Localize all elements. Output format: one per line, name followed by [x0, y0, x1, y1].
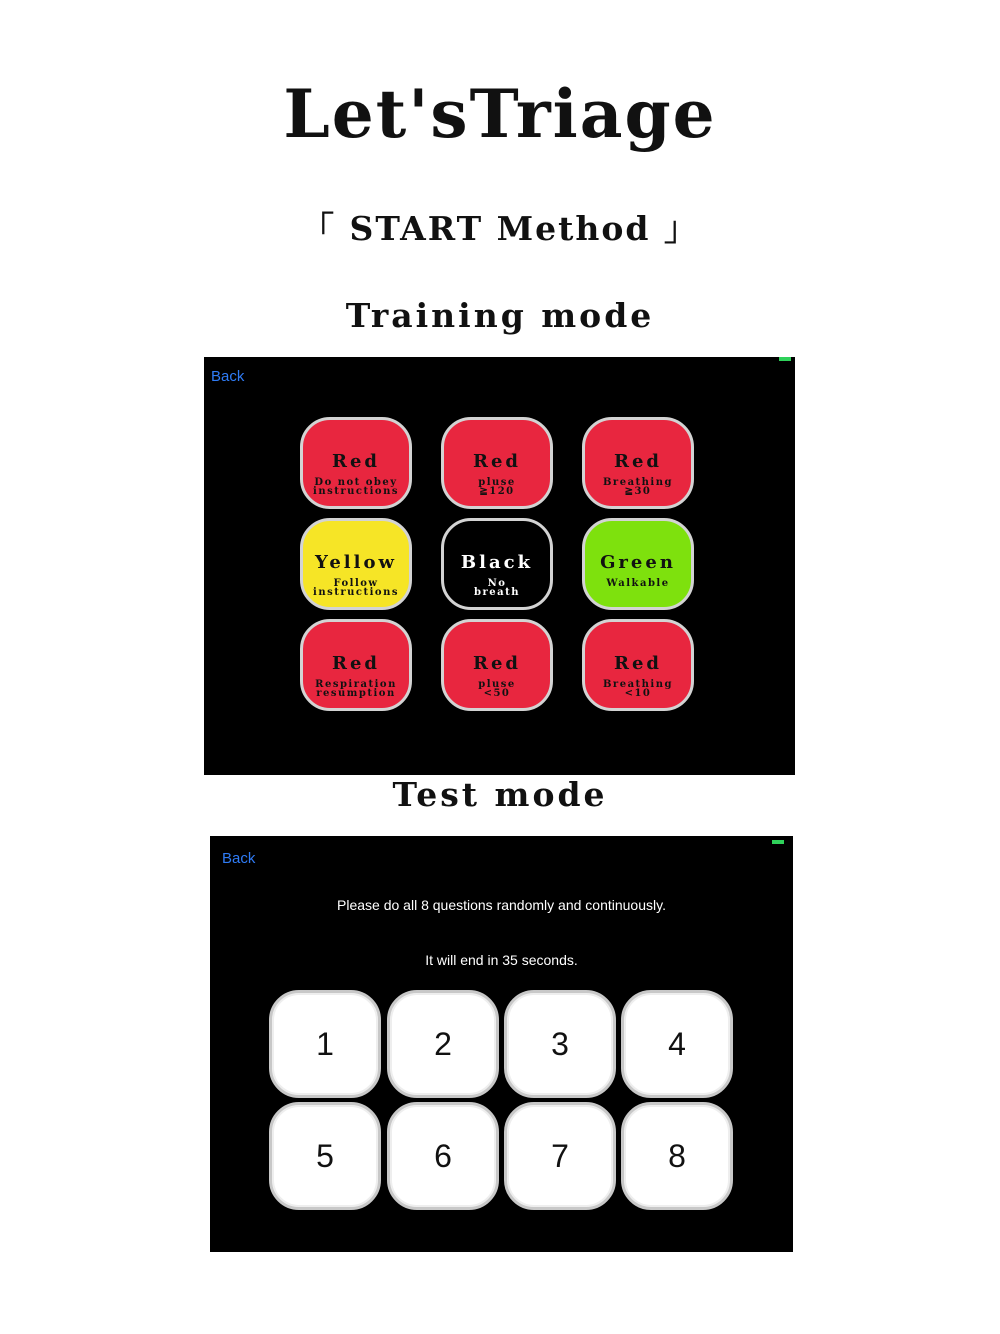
battery-indicator-icon [779, 357, 791, 361]
triage-button-label: Red [473, 451, 521, 472]
triage-button-red-pulse-high[interactable] [441, 417, 553, 509]
triage-button-red-breathing-high[interactable] [582, 417, 694, 509]
test-mode-heading: Test mode [392, 775, 608, 814]
triage-button-red-respiration[interactable] [300, 619, 412, 711]
question-button-5[interactable]: 5 [269, 1102, 381, 1210]
triage-button-sublabel: Do not obey instructions [313, 477, 399, 497]
training-mode-screen [204, 357, 795, 775]
triage-button-sublabel: Walkable [606, 578, 670, 589]
triage-button-yellow[interactable] [300, 518, 412, 610]
method-subtitle: 「 START Method 」 [301, 209, 699, 248]
app-title: Let'sTriage [283, 75, 717, 153]
triage-button-sublabel: Follow instructions [313, 578, 399, 598]
triage-button-sublabel: Breathing <10 [602, 679, 673, 699]
triage-button-green[interactable] [582, 518, 694, 610]
test-mode-screen [210, 836, 793, 1252]
triage-button-label: Red [332, 653, 380, 674]
triage-button-label: Black [460, 552, 534, 573]
instruction-text: Please do all 8 questions randomly and continuously. [337, 897, 666, 913]
training-mode-heading: Training mode [345, 296, 655, 335]
question-button-8[interactable]: 8 [621, 1102, 733, 1210]
triage-button-label: Red [614, 653, 662, 674]
triage-button-label: Yellow [315, 552, 397, 573]
triage-button-sublabel: No breath [474, 578, 520, 598]
triage-button-sublabel: Breathing ≧30 [602, 477, 673, 497]
triage-button-black[interactable] [441, 518, 553, 610]
question-button-1[interactable]: 1 [269, 990, 381, 1098]
question-button-2[interactable]: 2 [387, 990, 499, 1098]
triage-button-red-breathing-low[interactable] [582, 619, 694, 711]
triage-button-red-not-obey[interactable] [300, 417, 412, 509]
triage-button-label: Red [614, 451, 662, 472]
triage-button-label: Red [332, 451, 380, 472]
question-button-3[interactable]: 3 [504, 990, 616, 1098]
triage-button-sublabel: pluse <50 [478, 679, 516, 699]
back-button[interactable]: Back [222, 850, 256, 867]
triage-button-label: Green [600, 552, 676, 573]
question-button-7[interactable]: 7 [504, 1102, 616, 1210]
question-button-4[interactable]: 4 [621, 990, 733, 1098]
timer-text: It will end in 35 seconds. [425, 952, 578, 968]
back-button[interactable]: Back [211, 368, 245, 385]
question-button-6[interactable]: 6 [387, 1102, 499, 1210]
triage-button-label: Red [473, 653, 521, 674]
triage-button-sublabel: Respiration resumption [315, 679, 397, 699]
triage-button-red-pulse-low[interactable] [441, 619, 553, 711]
battery-indicator-icon [772, 840, 784, 844]
triage-button-sublabel: pluse ≧120 [478, 477, 516, 497]
